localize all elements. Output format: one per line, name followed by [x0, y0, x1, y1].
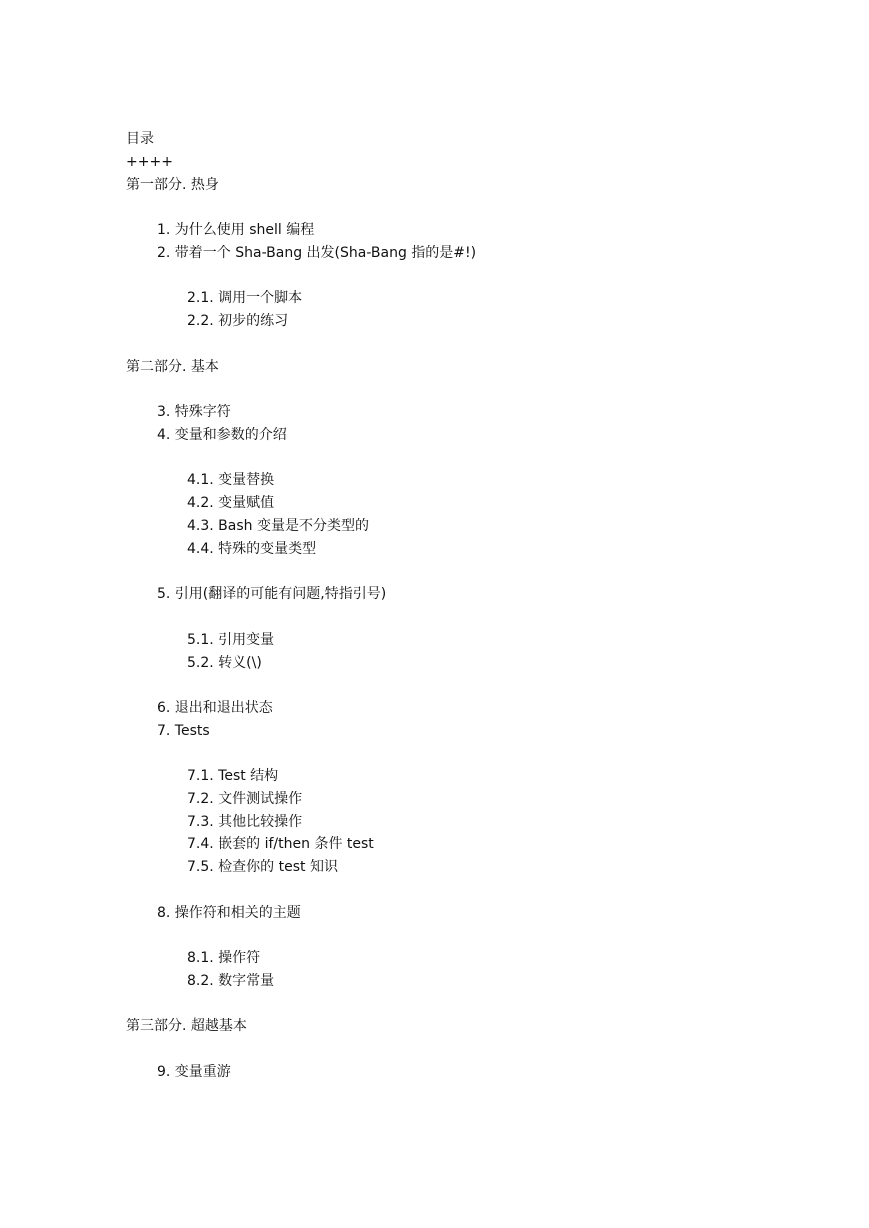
toc-chapter: 9. 变量重游 — [157, 1064, 231, 1080]
toc-section: 7.4. 嵌套的 if/then 条件 test — [187, 836, 374, 852]
toc-section: 5.2. 转义(\) — [187, 655, 262, 671]
toc-title: 目录 — [126, 131, 154, 147]
toc-section: 4.4. 特殊的变量类型 — [187, 541, 317, 557]
toc-part-heading: 第二部分. 基本 — [126, 359, 219, 375]
toc-section: 4.3. Bash 变量是不分类型的 — [187, 518, 369, 534]
toc-part-heading: 第一部分. 热身 — [126, 177, 219, 193]
toc-section: 2.1. 调用一个脚本 — [187, 290, 303, 306]
toc-section: 5.1. 引用变量 — [187, 632, 275, 648]
toc-separator: ++++ — [126, 154, 173, 170]
toc-chapter: 4. 变量和参数的介绍 — [157, 427, 287, 443]
toc-section: 7.1. Test 结构 — [187, 768, 279, 784]
toc-chapter: 5. 引用(翻译的可能有问题,特指引号) — [157, 586, 387, 602]
toc-section: 8.1. 操作符 — [187, 950, 261, 966]
toc-section: 7.2. 文件测试操作 — [187, 791, 303, 807]
toc-chapter: 3. 特殊字符 — [157, 404, 231, 420]
toc-part-heading: 第三部分. 超越基本 — [126, 1018, 247, 1034]
toc-section: 8.2. 数字常量 — [187, 973, 275, 989]
toc-chapter: 1. 为什么使用 shell 编程 — [157, 222, 315, 238]
toc-section: 7.3. 其他比较操作 — [187, 814, 303, 830]
toc-section: 4.2. 变量赋值 — [187, 495, 275, 511]
toc-section: 2.2. 初步的练习 — [187, 313, 289, 329]
toc-section: 4.1. 变量替换 — [187, 472, 275, 488]
toc-chapter: 7. Tests — [157, 723, 210, 739]
toc-section: 7.5. 检查你的 test 知识 — [187, 859, 338, 875]
toc-chapter: 8. 操作符和相关的主题 — [157, 905, 301, 921]
toc-chapter: 2. 带着一个 Sha-Bang 出发(Sha-Bang 指的是#!) — [157, 245, 477, 261]
toc-chapter: 6. 退出和退出状态 — [157, 700, 273, 716]
